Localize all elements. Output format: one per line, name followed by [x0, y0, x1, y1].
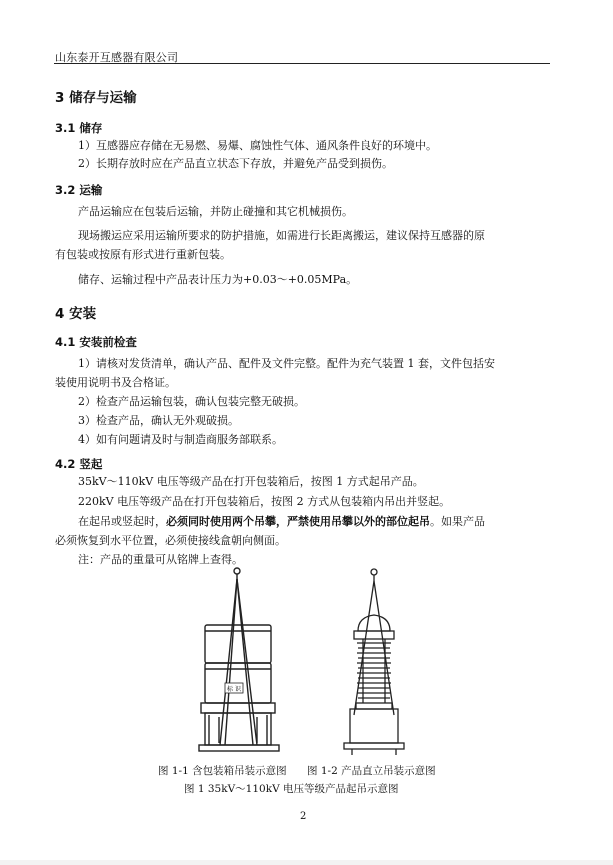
- paragraph: 1）互感器应存储在无易燃、易爆、腐蚀性气体、通风条件良好的环境中。: [78, 139, 437, 152]
- figure-1-1-crate-hoisting: [195, 565, 285, 760]
- paragraph-warning: [78, 514, 485, 529]
- caption-figure-1-1: 图 1-1 含包装箱吊装示意图: [158, 765, 287, 777]
- section-3-2-title: 3.2 运输: [55, 183, 103, 197]
- paragraph: 现场搬运应采用运输所要求的防护措施，如需进行长距离搬运，建议保持互感器的原: [78, 229, 485, 242]
- paragraph: 220kV 电压等级产品在打开包装箱后，按图 2 方式从包装箱内吊出并竖起。: [78, 495, 451, 508]
- paragraph: 装使用说明书及合格证。: [55, 376, 176, 389]
- note: 注：产品的重量可从铭牌上查得。: [78, 553, 243, 566]
- paragraph: 2）长期存放时应在产品直立状态下存放，并避免产品受到损伤。: [78, 157, 393, 170]
- warning-bold: 必须同时使用两个吊攀，严禁使用吊攀以外的部位起吊: [166, 515, 430, 528]
- section-4-1-title: 4.1 安装前检查: [55, 335, 137, 349]
- paragraph: 有包装或按原有形式进行重新包装。: [55, 248, 231, 261]
- paragraph: 储存、运输过程中产品表计压力为+0.03～+0.05MPa。: [78, 273, 358, 286]
- header-company: 山东泰开互感器有限公司: [55, 51, 179, 64]
- paragraph: 3）检查产品，确认无外观破损。: [78, 414, 239, 427]
- section-4-title: 4 安装: [55, 306, 97, 322]
- paragraph: 必须恢复到水平位置，必须使接线盒朝向侧面。: [55, 534, 286, 547]
- paragraph: 4）如有问题请及时与制造商服务部联系。: [78, 433, 283, 446]
- caption-figure-1-2: 图 1-2 产品直立吊装示意图: [307, 765, 436, 777]
- warning-pre: 在起吊或竖起时，: [78, 515, 166, 528]
- figure-1-2-upright-hoisting: [330, 565, 420, 760]
- section-3-1-title: 3.1 储存: [55, 121, 103, 135]
- warning-post: 。如果产品: [430, 515, 485, 528]
- paragraph: 35kV～110kV 电压等级产品在打开包装箱后，按图 1 方式起吊产品。: [78, 475, 424, 488]
- caption-figure-1: 图 1 35kV～110kV 电压等级产品起吊示意图: [184, 783, 399, 795]
- section-3-title: 3 储存与运输: [55, 90, 137, 106]
- header-rule: [54, 63, 550, 64]
- paragraph: 2）检查产品运输包装，确认包装完整无破损。: [78, 395, 305, 408]
- box-label-text: 标 识: [227, 686, 241, 693]
- section-4-2-title: 4.2 竖起: [55, 457, 103, 471]
- page-number: 2: [300, 811, 307, 822]
- paragraph: 1）请核对发货清单，确认产品、配件及文件完整。配件为充气装置 1 套，文件包括安: [78, 357, 495, 370]
- paragraph: 产品运输应在包装后运输，并防止碰撞和其它机械损伤。: [78, 205, 353, 218]
